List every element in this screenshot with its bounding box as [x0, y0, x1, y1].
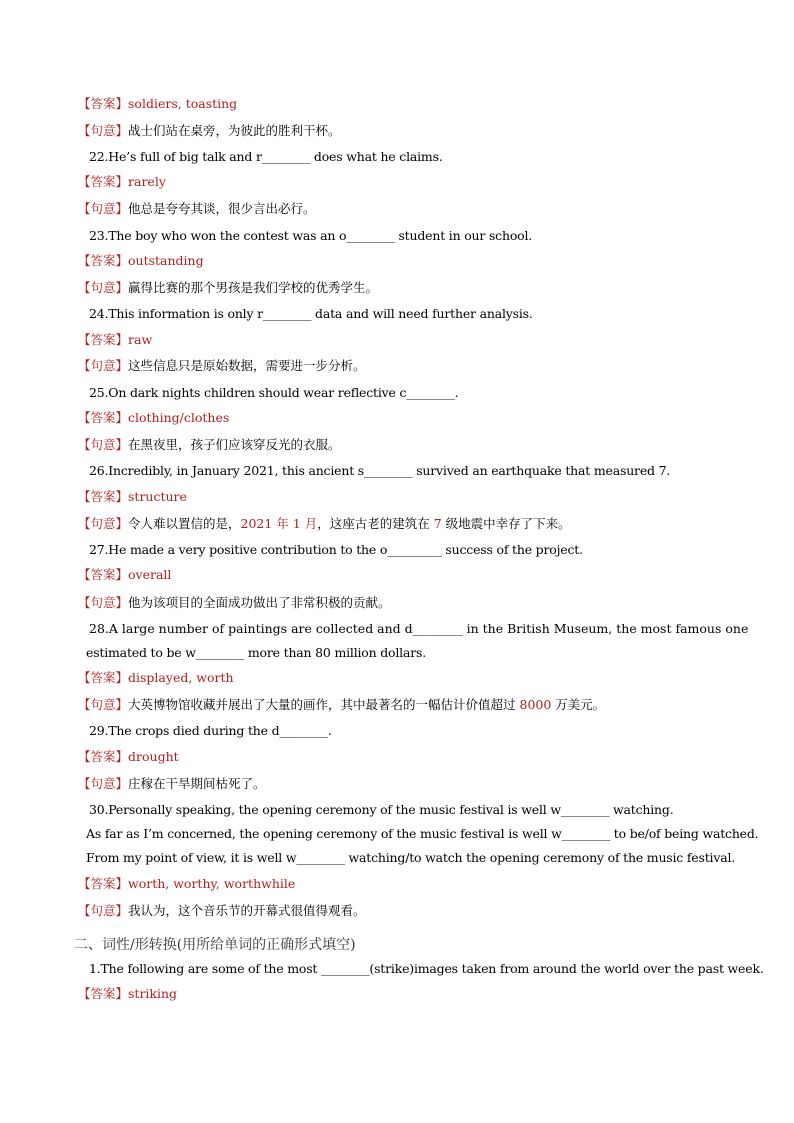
- answer-line: [78, 251, 794, 271]
- meaning-text: 万美元。: [551, 697, 606, 712]
- meaning-number: 8000: [519, 697, 552, 712]
- answer-value: raw: [128, 332, 153, 347]
- meaning-value: 他总是夸夸其谈，很少言出必行。: [128, 201, 316, 216]
- meaning-label: 【句意】: [78, 437, 129, 452]
- meaning-value: 赢得比赛的那个男孩是我们学校的优秀学生。: [128, 280, 379, 295]
- question-27: 27.He made a very positive contribution to the o_________ success of the project.: [89, 542, 583, 557]
- meaning-value: 我认为，这个音乐节的开幕式很值得观看。: [128, 903, 366, 918]
- meaning-value: 战士们站在桌旁，为彼此的胜利干杯。: [128, 123, 341, 138]
- section2-question-1: 1.The following are some of the most ________(strike)images taken from around the world over the past week.: [89, 961, 764, 976]
- meaning-line: [78, 356, 794, 376]
- meaning-label: 【句意】: [78, 776, 129, 791]
- answer-label: 【答案】: [78, 567, 129, 582]
- answer-value: striking: [128, 986, 178, 1001]
- section-title: 二、词性/形转换(用所给单词的正确形式填空): [74, 937, 356, 953]
- meaning-label: 【句意】: [78, 516, 129, 531]
- answer-label: 【答案】: [78, 749, 129, 764]
- meaning-value: 这些信息只是原始数据，需要进一步分析。: [128, 358, 366, 373]
- answer-label: 【答案】: [78, 410, 129, 425]
- answer-value: soldiers, toasting: [128, 96, 238, 111]
- question-29: 29.The crops died during the d________.: [89, 723, 332, 738]
- question-24: 24.This information is only r________ data and will need further analysis.: [89, 306, 533, 321]
- meaning-text: ，这座古老的建筑在: [317, 516, 434, 531]
- answer-line: [78, 94, 794, 114]
- question-25: 25.On dark nights children should wear reflective c________.: [89, 385, 459, 400]
- answer-line: [78, 984, 794, 1004]
- meaning-label: 【句意】: [78, 201, 129, 216]
- meaning-label: 【句意】: [78, 280, 129, 295]
- answer-line: [78, 172, 794, 192]
- meaning-text: 大英博物馆收藏并展出了大量的画作，其中最著名的一幅估计价值超过: [128, 697, 520, 712]
- meaning-value: 庄稼在干旱期间枯死了。: [128, 776, 266, 791]
- meaning-number: 7: [433, 516, 442, 531]
- question-28-continued: estimated to be w________ more than 80 million dollars.: [86, 645, 426, 660]
- meaning-line: [78, 278, 794, 298]
- meaning-line: [78, 121, 794, 141]
- meaning-line: [78, 695, 794, 715]
- meaning-text: 级地震中幸存了下来。: [441, 516, 571, 531]
- meaning-label: 【句意】: [78, 903, 129, 918]
- question-26: 26.Incredibly, in January 2021, this ancient s________ survived an earthquake that measured 7.: [89, 463, 671, 478]
- question-22: 22.He’s full of big talk and r________ does what he claims.: [89, 149, 443, 164]
- answer-label: 【答案】: [78, 96, 129, 111]
- meaning-date: 2021 年 1 月: [240, 516, 318, 531]
- answer-value: worth, worthy, worthwhile: [128, 876, 296, 891]
- answer-label: 【答案】: [78, 876, 129, 891]
- meaning-label: 【句意】: [78, 358, 129, 373]
- meaning-label: 【句意】: [78, 595, 129, 610]
- answer-label: 【答案】: [78, 332, 129, 347]
- answer-label: 【答案】: [78, 253, 129, 268]
- answer-line: [78, 668, 794, 688]
- answer-value: clothing/clothes: [128, 410, 230, 425]
- meaning-line: [78, 774, 794, 794]
- answer-value: displayed, worth: [128, 670, 234, 685]
- answer-value: structure: [128, 489, 187, 504]
- answer-line: [78, 408, 794, 428]
- answer-label: 【答案】: [78, 670, 129, 685]
- answer-line: [78, 874, 794, 894]
- answer-label: 【答案】: [78, 986, 129, 1001]
- answer-value: rarely: [128, 174, 166, 189]
- answer-line: [78, 487, 794, 507]
- question-30-continued-2: From my point of view, it is well w________ watching/to watch the opening ceremony of the music festival.: [86, 850, 736, 865]
- question-30-continued: As far as I’m concerned, the opening ceremony of the music festival is well w________ to be/of being watched.: [86, 826, 759, 841]
- meaning-value: 在黑夜里，孩子们应该穿反光的衣服。: [128, 437, 341, 452]
- meaning-text: 令人难以置信的是，: [128, 516, 241, 531]
- meaning-line: [78, 199, 794, 219]
- meaning-line: [78, 435, 794, 455]
- meaning-line: [78, 514, 794, 534]
- answer-value: drought: [128, 749, 179, 764]
- answer-value: overall: [128, 567, 172, 582]
- question-28: 28.A large number of paintings are collected and d________ in the British Museum, the most famous one: [89, 621, 749, 636]
- answer-line: [78, 565, 794, 585]
- meaning-label: 【句意】: [78, 123, 129, 138]
- meaning-value: 他为该项目的全面成功做出了非常积极的贡献。: [128, 595, 391, 610]
- meaning-line: [78, 901, 794, 921]
- question-30: 30.Personally speaking, the opening ceremony of the music festival is well w________ watching.: [89, 802, 674, 817]
- answer-label: 【答案】: [78, 174, 129, 189]
- answer-label: 【答案】: [78, 489, 129, 504]
- answer-line: [78, 330, 794, 350]
- answer-value: outstanding: [128, 253, 204, 268]
- question-23: 23.The boy who won the contest was an o________ student in our school.: [89, 228, 533, 243]
- meaning-line: [78, 593, 794, 613]
- meaning-label: 【句意】: [78, 697, 129, 712]
- answer-line: [78, 747, 794, 767]
